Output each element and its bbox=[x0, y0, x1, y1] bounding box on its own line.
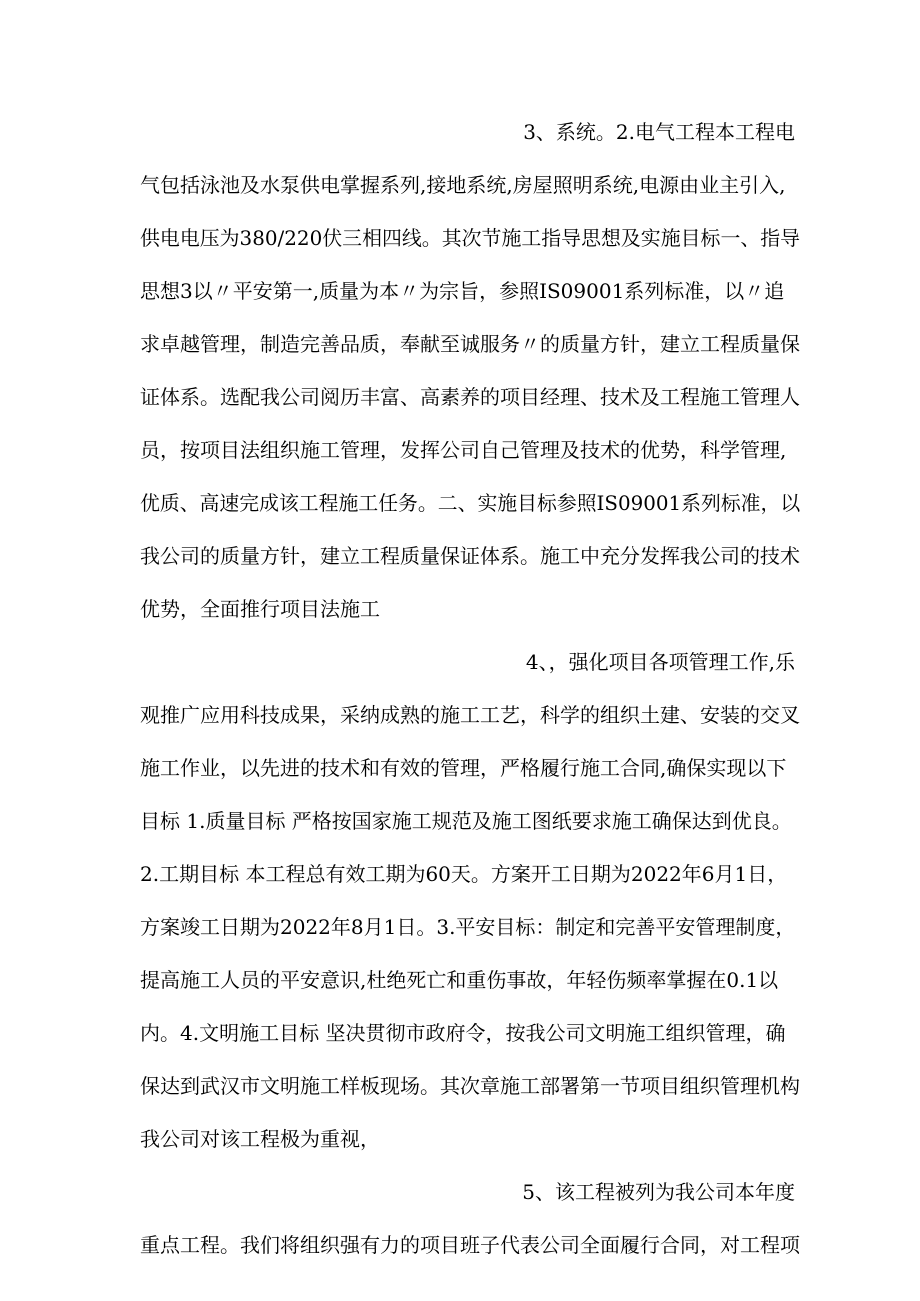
text-line: 求卓越管理，制造完善品质，奉献至诚服务〃的质量方针，建立工程质量保 bbox=[140, 332, 800, 356]
text-line: 目标 1.质量目标 严格按国家施工规范及施工图纸要求施工确保达到优良。 bbox=[140, 809, 792, 833]
text-line: 供电电压为380/220伏三相四线。其次节施工指导思想及实施目标一、指导 bbox=[140, 226, 800, 250]
text-line: 施工作业，以先进的技术和有效的管理，严格履行施工合同,确保实现以下 bbox=[140, 756, 787, 780]
text-line: 内。4.文明施工目标 坚决贯彻市政府令，按我公司文明施工组织管理，确 bbox=[140, 1021, 786, 1045]
text-line: 优势，全面推行项目法施工 bbox=[140, 597, 380, 621]
text-line: 4、，强化项目各项管理工作,乐 bbox=[525, 650, 795, 674]
text-line: 重点工程。我们将组织强有力的项目班子代表公司全面履行合同，对工程项 bbox=[140, 1233, 800, 1257]
text-line: 员，按项目法组织施工管理，发挥公司自己管理及技术的优势，科学管理, bbox=[140, 438, 787, 462]
text-line: 我公司对该工程极为重视， bbox=[140, 1127, 380, 1151]
text-line: 气包括泳池及水泵供电掌握系列,接地系统,房屋照明系统,电源由业主引入, bbox=[140, 173, 786, 197]
text-line: 5、该工程被列为我公司本年度 bbox=[522, 1180, 795, 1204]
text-line: 优质、高速完成该工程施工任务。二、实施目标参照IS09001系列标准，以 bbox=[140, 491, 800, 515]
text-line: 提高施工人员的平安意识,杜绝死亡和重伤事故，年轻伤频率掌握在0.1以 bbox=[140, 968, 779, 992]
text-line: 3、系统。2.电气工程本工程电 bbox=[523, 120, 795, 144]
text-line: 2.工期目标 本工程总有效工期为60天。方案开工日期为2022年6月1日， bbox=[140, 862, 788, 886]
text-line: 证体系。选配我公司阅历丰富、高素养的项目经理、技术及工程施工管理人 bbox=[140, 385, 800, 409]
text-line: 方案竣工日期为2022年8月1日。3.平安目标：制定和完善平安管理制度， bbox=[140, 915, 796, 939]
text-line: 思想3以〃平安第一,质量为本〃为宗旨，参照IS09001系列标准，以〃追 bbox=[140, 279, 785, 303]
text-line: 我公司的质量方针，建立工程质量保证体系。施工中充分发挥我公司的技术 bbox=[140, 544, 800, 568]
text-line: 保达到武汉市文明施工样板现场。其次章施工部署第一节项目组织管理机构 bbox=[140, 1074, 800, 1098]
text-line: 观推广应用科技成果，采纳成熟的施工工艺，科学的组织土建、安装的交叉 bbox=[140, 703, 800, 727]
